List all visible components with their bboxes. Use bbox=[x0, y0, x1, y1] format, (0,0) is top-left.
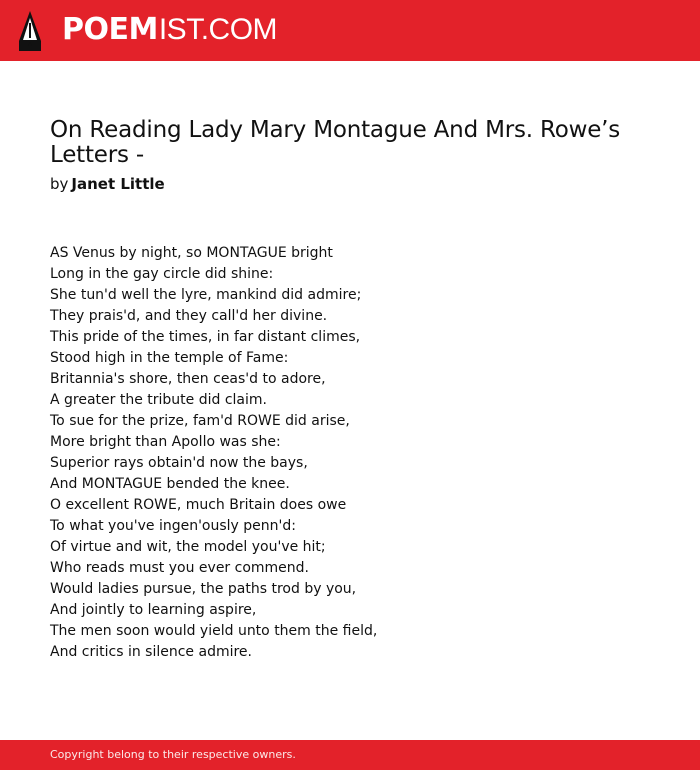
poem-line: And jointly to learning aspire, bbox=[50, 602, 257, 618]
poem-line: This pride of the times, in far distant climes, bbox=[50, 329, 361, 345]
poem-line: A greater the tribute did claim. bbox=[50, 392, 267, 408]
poem-line: More bright than Apollo was she: bbox=[50, 434, 281, 450]
brand-bold-text: POEM bbox=[62, 12, 158, 47]
poem-line: And MONTAGUE bended the knee. bbox=[50, 476, 290, 492]
poem-line: To sue for the prize, fam'd ROWE did arise, bbox=[50, 413, 350, 429]
poem-title: On Reading Lady Mary Montague And Mrs. Rowe’s Letters - bbox=[50, 117, 621, 168]
byline bbox=[50, 173, 165, 195]
copyright-text: Copyright belong to their respective owners. bbox=[50, 748, 296, 761]
site-footer bbox=[0, 740, 700, 770]
poem-line: Superior rays obtain'd now the bays, bbox=[50, 455, 308, 471]
poem-line: To what you've ingen'ously penn'd: bbox=[50, 518, 296, 534]
poem-line: Stood high in the temple of Fame: bbox=[50, 350, 289, 366]
poem-line: She tun'd well the lyre, mankind did admire; bbox=[50, 287, 362, 303]
poem-line: And critics in silence admire. bbox=[50, 644, 252, 660]
author-name: Janet Little bbox=[71, 175, 165, 193]
poem-line: They prais'd, and they call'd her divine. bbox=[50, 308, 328, 324]
poem-line: Would ladies pursue, the paths trod by you, bbox=[50, 581, 357, 597]
poem-body bbox=[50, 243, 650, 663]
by-prefix: by bbox=[50, 175, 69, 193]
poem-line: Who reads must you ever commend. bbox=[50, 560, 309, 576]
poem-line: AS Venus by night, so MONTAGUE bright bbox=[50, 245, 333, 261]
poem-line: Long in the gay circle did shine: bbox=[50, 266, 274, 282]
poem-line: Of virtue and wit, the model you've hit; bbox=[50, 539, 326, 555]
poem-line: The men soon would yield unto them the field, bbox=[50, 623, 378, 639]
brand-light-text: IST.COM bbox=[158, 13, 278, 46]
poem-line: Britannia's shore, then ceas'd to adore, bbox=[50, 371, 326, 387]
quill-pen-icon[interactable] bbox=[18, 11, 42, 51]
site-logo-text[interactable] bbox=[62, 13, 277, 47]
poem-line: O excellent ROWE, much Britain does owe bbox=[50, 497, 347, 513]
site-header bbox=[0, 0, 700, 61]
